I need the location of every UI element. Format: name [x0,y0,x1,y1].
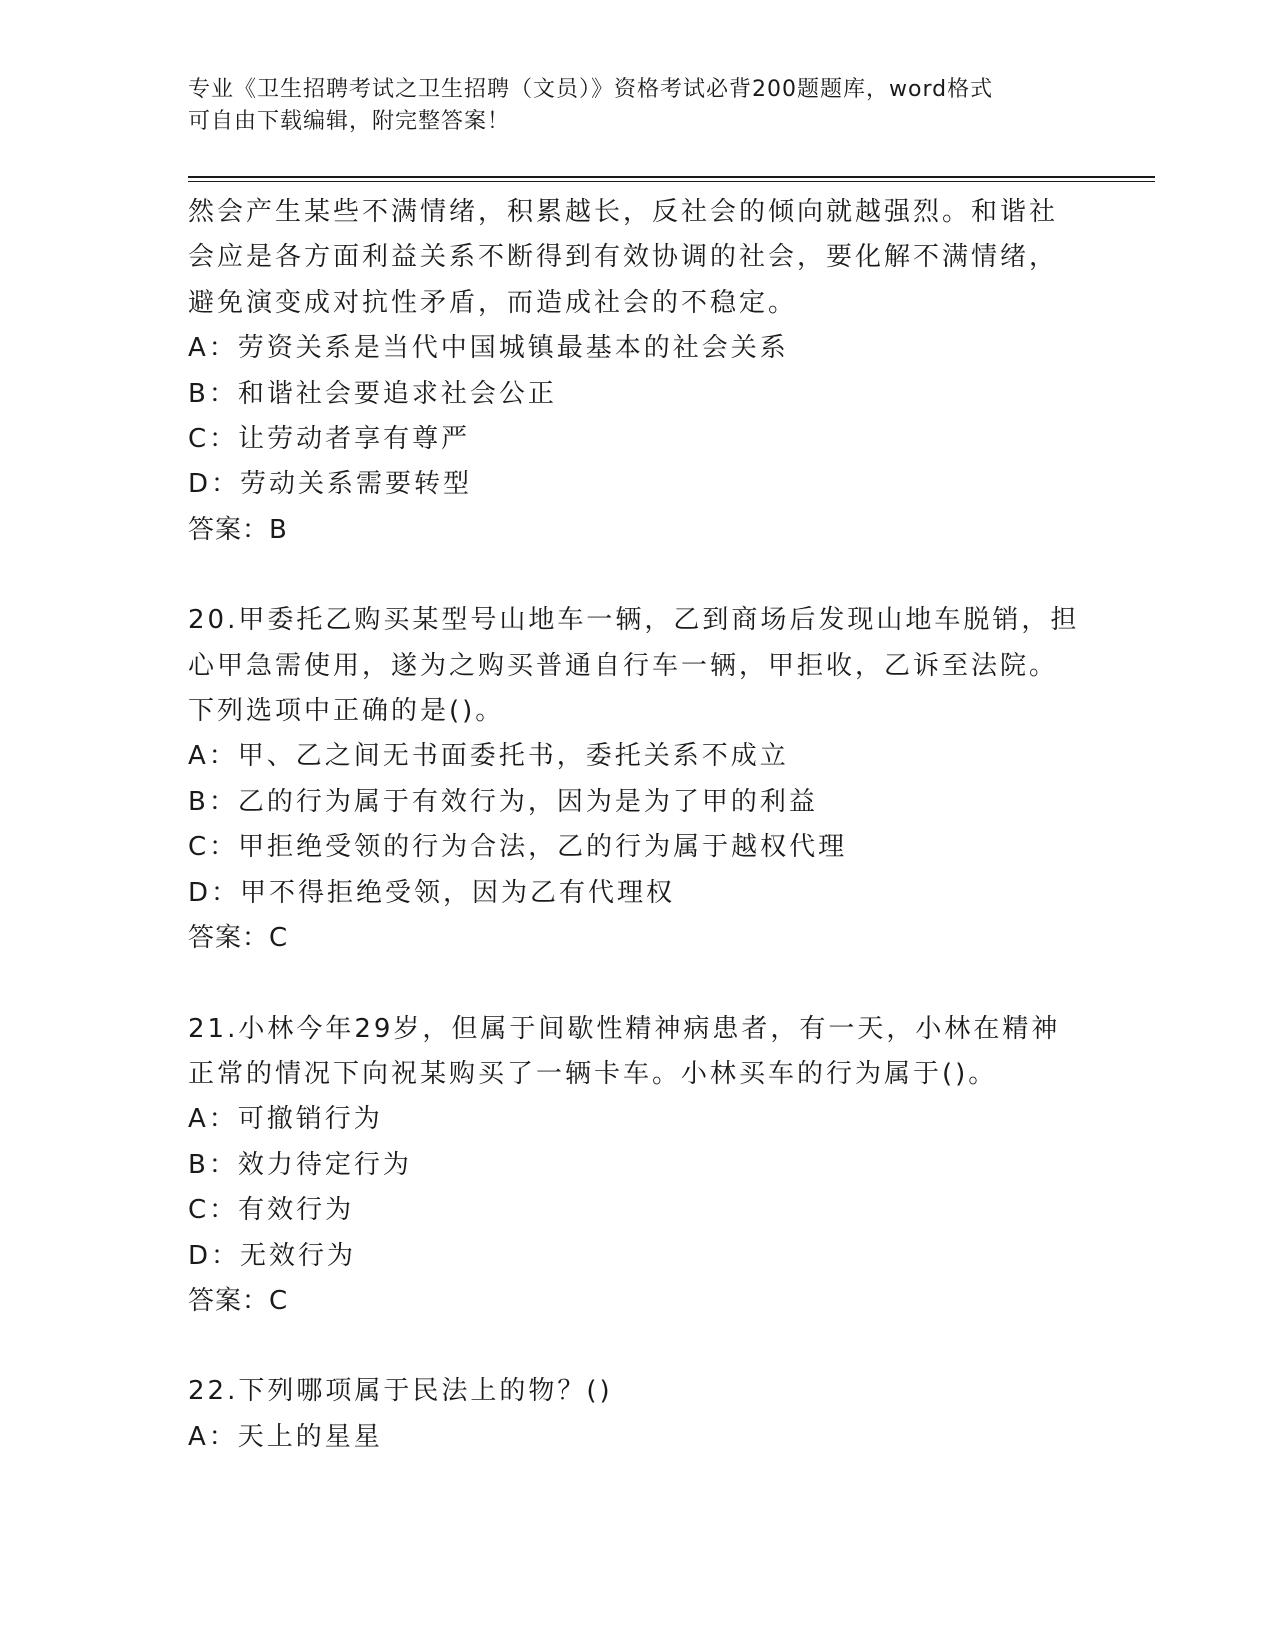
option-b: B：效力待定行为 [188,1149,412,1180]
question-text-line: 正常的情况下向祝某购买了一辆卡车。小林买车的行为属于()。 [188,1058,998,1089]
question-21 [188,1007,1088,1325]
option-a: A：可撤销行为 [188,1104,383,1135]
answer-line: 答案：B [188,514,288,545]
question-text-line: 下列选项中正确的是()。 [188,696,505,727]
question-text-line: 会应是各方面利益关系不断得到有效协调的社会，要化解不满情绪， [188,242,1059,273]
option-d: D：甲不得拒绝受领，因为乙有代理权 [188,877,676,908]
header-title-line-2: 可自由下载编辑，附完整答案！ [188,109,511,134]
option-b: B：乙的行为属于有效行为，因为是为了甲的利益 [188,786,818,817]
question-text-line: 避免演变成对抗性矛盾，而造成社会的不稳定。 [188,287,798,318]
option-c: C：甲拒绝受领的行为合法，乙的行为属于越权代理 [188,832,848,863]
question-text-line: 22.下列哪项属于民法上的物？() [188,1376,613,1407]
option-b: B：和谐社会要追求社会公正 [188,378,557,409]
question-text-line: 然会产生某些不满情绪，积累越长，反社会的倾向就越强烈。和谐社 [188,197,1059,227]
option-c: C：有效行为 [188,1195,355,1226]
spacer [188,553,1088,598]
question-text-line: 21.小林今年29岁，但属于间歇性精神病患者，有一天，小林在精神 [188,1013,1061,1044]
option-d: D：无效行为 [188,1240,357,1271]
header-divider-thin [188,181,1155,182]
document-body [188,190,1088,1460]
option-a: A：甲、乙之间无书面委托书，委托关系不成立 [188,741,789,772]
answer-line: 答案：C [188,923,289,954]
option-c: C：让劳动者享有尊严 [188,424,471,455]
question-text-line: 20.甲委托乙购买某型号山地车一辆，乙到商场后发现山地车脱销，担 [188,605,1080,636]
question-text-line: 心甲急需使用，遂为之购买普通自行车一辆，甲拒收，乙诉至法院。 [188,650,1059,681]
header-title-line-1: 专业《卫生招聘考试之卫生招聘（文员）》资格考试必背200题题库，word格式 [188,77,994,102]
spacer [188,1324,1088,1369]
spacer [188,962,1088,1007]
document-header [188,74,1068,138]
header-divider-thick [188,176,1155,178]
option-a: A：劳资关系是当代中国城镇最基本的社会关系 [188,333,789,364]
option-a: A：天上的星星 [188,1421,383,1452]
question-22 [188,1369,1088,1460]
option-d: D：劳动关系需要转型 [188,469,473,500]
answer-line: 答案：C [188,1285,289,1316]
question-20 [188,598,1088,961]
question-continuation [188,190,1088,553]
